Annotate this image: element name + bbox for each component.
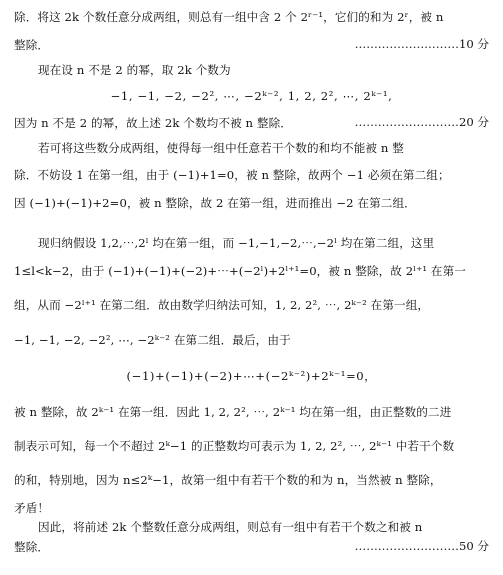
text-line-11: 组，从而 −2ˡ⁺¹ 在第二组．故由数学归纳法可知，1, 2, 2², ⋯, 2ᵏ⁻² 在第一组， xyxy=(14,298,430,312)
text-line-7: 除．不妨设 1 在第一组，由于 (−1)+1=0，被 n 整除，故两个 −1 必须在第二组； xyxy=(14,168,450,182)
text-line-17: 矛盾！ xyxy=(14,501,50,515)
text-line-14: 被 n 整除，故 2ᵏ⁻¹ 在第一组．因此 1, 2, 2², ⋯, 2ᵏ⁻¹ 均在第一组，由正整数的二进 xyxy=(14,405,452,419)
formula-line-4: −1, −1, −2, −2², ⋯, −2ᵏ⁻², 1, 2, 2², ⋯, 2ᵏ⁻¹, xyxy=(110,89,393,103)
text-line-5: 因为 n 不是 2 的幂，故上述 2k 个数均不被 n 整除． xyxy=(14,116,292,130)
score-marker-20: ………………………20 分 xyxy=(354,115,489,129)
text-line-15: 制表示可知，每一个不超过 2ᵏ−1 的正整数均可表示为 1, 2, 2², ⋯, 2ᵏ⁻¹ 中若干个数 xyxy=(14,439,455,453)
score-marker-50: ………………………50 分 xyxy=(354,539,489,553)
text-line-8: 因 (−1)+(−1)+2=0，被 n 整除，故 2 在第一组，进而推出 −2 在第二组． xyxy=(14,196,416,210)
text-line-16: 的和，特别地，因为 n≤2ᵏ−1，故第一组中有若干个数的和为 n，当然被 n 整除， xyxy=(14,473,442,487)
formula-line-13: (−1)+(−1)+(−2)+⋯+(−2ᵏ⁻²)+2ᵏ⁻¹=0， xyxy=(126,369,377,383)
text-line-1: 除．将这 2k 个数任意分成两组，则总有一组中含 2 个 2ʳ⁻¹，它们的和为 2ʳ，被 n xyxy=(14,10,444,24)
text-line-6: 若可将这些数分成两组，使得每一组中任意若干个数的和均不能被 n 整 xyxy=(38,141,404,155)
text-line-10: 1≤l<k−2，由于 (−1)+(−1)+(−2)+⋯+(−2ˡ)+2ˡ⁺¹=0，被 n 整除，故 2ˡ⁺¹ 在第一 xyxy=(14,264,466,278)
text-line-12: −1, −1, −2, −2², ⋯, −2ᵏ⁻² 在第二组．最后，由于 xyxy=(14,333,291,347)
text-line-18: 因此，将前述 2k 个整数任意分成两组，则总有一组中有若干个数之和被 n xyxy=(38,520,423,534)
text-line-9: 现归纳假设 1,2,⋯,2ˡ 均在第一组，而 −1,−1,−2,⋯,−2ˡ 均在第二组，这里 xyxy=(38,236,435,250)
text-line-3: 现在设 n 不是 2 的幂，取 2k 个数为 xyxy=(38,63,231,77)
score-marker-10: ………………………10 分 xyxy=(354,37,489,51)
text-line-2: 整除． xyxy=(14,38,50,52)
text-line-19: 整除． xyxy=(14,540,50,554)
